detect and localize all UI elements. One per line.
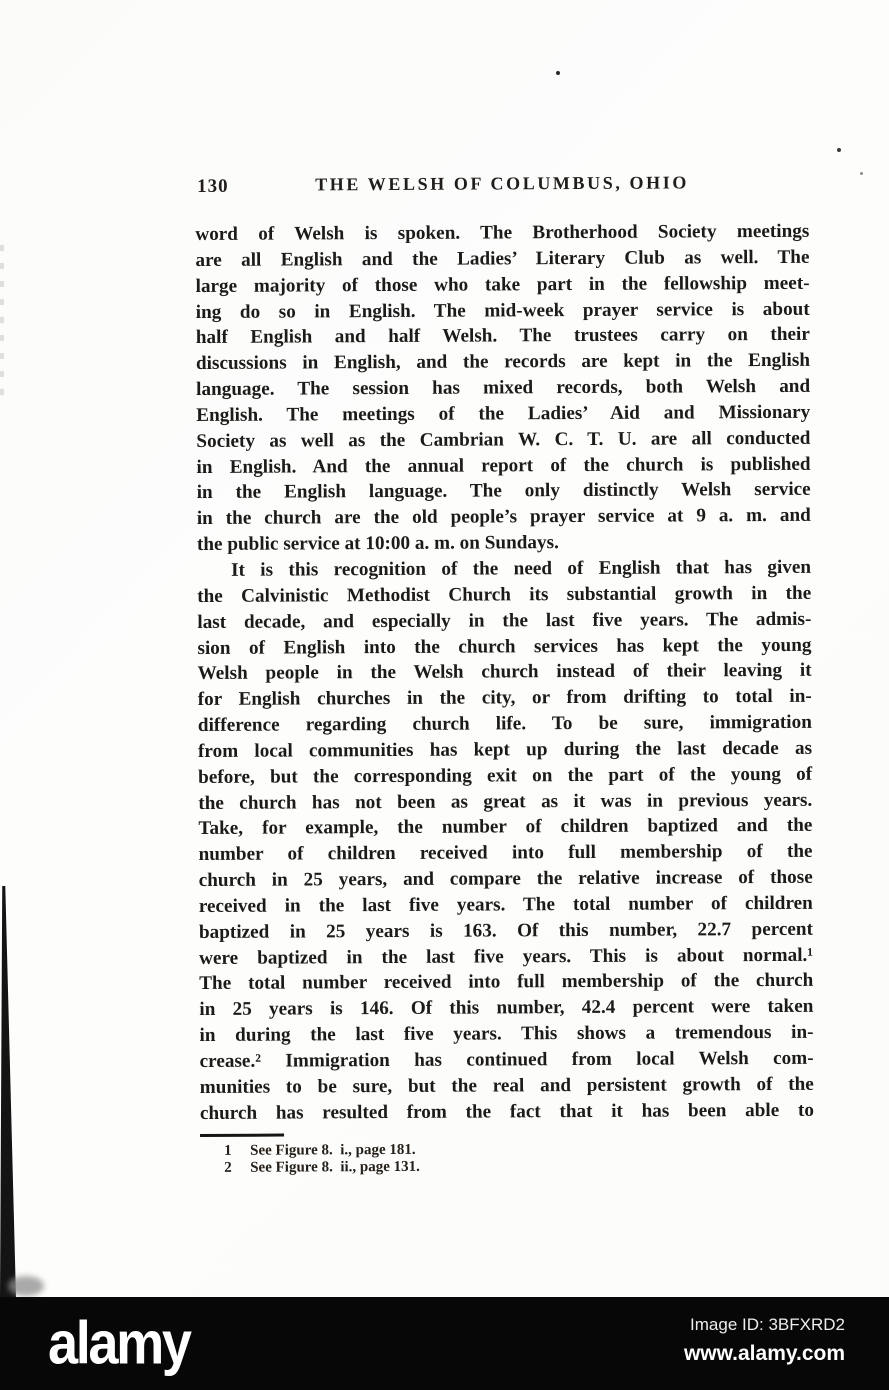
text-line: difference regarding church life. To be sure, immigration <box>197 711 812 737</box>
text-line: munities to be sure, but the real and persistent growth of the <box>199 1073 814 1098</box>
watermark-meta <box>684 1315 845 1366</box>
page-header <box>195 172 809 197</box>
text-line: received in the last five years. The total number of children <box>198 892 813 917</box>
book-binding-edge <box>0 886 16 1298</box>
text-line: discussions in English, and the records are kept in the English <box>195 350 811 375</box>
text-line: large majority of those who take part in the fellowship meet- <box>195 272 810 297</box>
text-line: for English churches in the city, or from drifting to total in- <box>197 685 812 711</box>
text-line: the Calvinistic Methodist Church its substantial growth in the <box>197 582 812 607</box>
text-line: before, but the corresponding exit on the part of the young of <box>198 763 813 788</box>
alamy-url: www.alamy.com <box>683 1342 845 1365</box>
text-line: were baptized in the last five years. This is about normal.¹ <box>199 944 814 969</box>
text-line: in English. And the annual report of the church is published <box>196 453 811 478</box>
text-line: Welsh people in the Welsh church instead of their leaving it <box>197 660 812 685</box>
text-line: in the church are the old people’s prayer service at 9 a. m. and <box>196 505 811 530</box>
footnotes <box>200 1139 814 1177</box>
dust-speck <box>837 148 841 152</box>
text-line: English. The meetings of the Ladies’ Aid and Missionary <box>196 401 811 426</box>
text-line: the church has not been as great as it was in previous years. <box>198 789 813 814</box>
text-line: number of children received into full membership of the <box>198 841 813 866</box>
text-line: half English and half Welsh. The trustees carry on their <box>195 324 810 349</box>
watermark-bar <box>0 1297 889 1390</box>
paragraph <box>195 219 811 558</box>
text-line: church has resulted from the fact that it has been able to <box>199 1099 814 1124</box>
footnote-rule <box>200 1133 284 1136</box>
text-line: crease.² Immigration has continued from local Welsh com- <box>199 1047 814 1072</box>
text-line: in the English language. The only distinctly Welsh service <box>196 479 811 504</box>
text-line: Take, for example, the number of children baptized and the <box>198 815 813 840</box>
footnote-text: See Figure 8. i., page 181. <box>250 1141 416 1159</box>
text-line: The total number received into full membership of the church <box>199 970 814 995</box>
footnote-number: 2 <box>224 1159 232 1176</box>
text-line: are all English and the Ladies’ Literary Club as well. The <box>195 246 810 271</box>
page-number: 130 <box>197 175 229 197</box>
text-line: in during the last five years. This shows a tremendous in- <box>199 1021 814 1047</box>
text-column <box>195 172 814 1178</box>
text-line: in 25 years is 146. Of this number, 42.4 percent were taken <box>199 996 814 1021</box>
text-line: language. The session has mixed records, both Welsh and <box>196 375 811 401</box>
dust-speck <box>860 172 863 175</box>
page-body <box>195 219 814 1127</box>
text-line: ing do so in English. The mid-week prayer service is about <box>195 298 810 323</box>
paragraph <box>197 555 814 1127</box>
text-line: baptized in 25 years is 163. Of this number, 22.7 percent <box>198 918 814 943</box>
text-line: church in 25 years, and compare the relative increase of those <box>198 866 813 892</box>
text-line: Society as well as the Cambrian W. C. T. U. are all conducted <box>196 427 811 452</box>
scan-edge-marks <box>0 245 4 395</box>
text-line: sion of English into the church services has kept the young <box>197 634 812 659</box>
dust-speck <box>556 71 560 75</box>
text-line: last decade, and especially in the last five years. The admis- <box>197 608 812 633</box>
footnote <box>200 1157 814 1178</box>
footnote-number: 1 <box>224 1142 232 1159</box>
text-line: the public service at 10:00 a. m. on Sundays. <box>196 532 559 556</box>
image-id-label: Image ID: 3BFXRD2 <box>690 1315 845 1334</box>
running-title: THE WELSH OF COLUMBUS, OHIO <box>315 172 689 195</box>
text-line: word of Welsh is spoken. The Brotherhood Society meetings <box>195 220 810 245</box>
text-line: from local communities has kept up during the last decade as <box>197 737 813 762</box>
scan-smudge <box>8 1276 44 1296</box>
footnote-text: See Figure 8. ii., page 131. <box>250 1158 420 1176</box>
alamy-logo: alamy <box>48 1309 190 1378</box>
text-line: It is this recognition of the need of English that has given <box>231 556 812 581</box>
